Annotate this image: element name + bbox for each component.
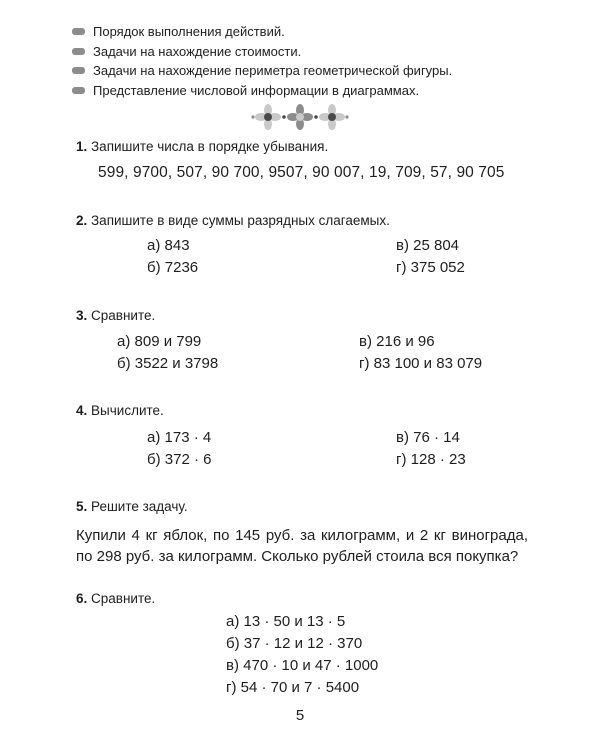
task-3-item-a: а) 809 и 799 bbox=[117, 333, 202, 350]
topic-item bbox=[72, 81, 452, 101]
task-3-item-d: г) 83 100 и 83 079 bbox=[359, 355, 483, 372]
task-title: Вычислите. bbox=[91, 403, 164, 418]
bullet-marker-icon bbox=[72, 28, 85, 35]
decorative-ornament-icon bbox=[251, 102, 349, 132]
task-number: 5. bbox=[76, 499, 88, 514]
topic-item bbox=[72, 61, 452, 81]
task-6-item-c: в) 470 · 10 и 47 · 1000 bbox=[226, 657, 379, 674]
task-1-heading bbox=[76, 139, 328, 154]
task-4-item-b: б) 372 · 6 bbox=[147, 451, 212, 468]
task-number: 2. bbox=[76, 213, 88, 228]
task-6-item-b: б) 37 · 12 и 12 · 370 bbox=[226, 635, 363, 652]
task-number: 4. bbox=[76, 403, 88, 418]
task-4-item-c: в) 76 · 14 bbox=[396, 429, 460, 446]
task-2-item-c: в) 25 804 bbox=[396, 237, 460, 254]
task-title: Сравните. bbox=[91, 591, 156, 606]
topic-text: Задачи на нахождение стоимости. bbox=[93, 43, 302, 59]
task-2-heading bbox=[76, 213, 390, 228]
task-6-item-d: г) 54 · 70 и 7 · 5400 bbox=[226, 679, 360, 696]
task-6-item-a: а) 13 · 50 и 13 · 5 bbox=[226, 613, 346, 630]
bullet-marker-icon bbox=[72, 48, 85, 55]
task-3-item-c: в) 216 и 96 bbox=[359, 333, 435, 350]
topic-text: Задачи на нахождение периметра геометрической фигуры. bbox=[93, 63, 453, 79]
page-number: 5 bbox=[295, 707, 305, 724]
topic-item bbox=[72, 22, 452, 42]
task-3-item-b: б) 3522 и 3798 bbox=[117, 355, 219, 372]
task-2-item-b: б) 7236 bbox=[147, 259, 199, 276]
topic-text: Порядок выполнения действий. bbox=[93, 24, 285, 40]
task-number: 1. bbox=[76, 139, 88, 154]
topic-list bbox=[72, 22, 452, 100]
task-title: Запишите в виде суммы разрядных слагаемых. bbox=[91, 213, 390, 228]
task-title: Решите задачу. bbox=[91, 499, 188, 514]
task-title: Сравните. bbox=[91, 308, 156, 323]
task-5-heading bbox=[76, 499, 188, 514]
task-6-heading bbox=[76, 591, 155, 606]
task-3-heading bbox=[76, 308, 155, 323]
task-4-item-d: г) 128 · 23 bbox=[396, 451, 466, 468]
topic-text: Представление числовой информации в диаграммах. bbox=[93, 82, 420, 98]
task-number: 6. bbox=[76, 591, 88, 606]
task-number: 3. bbox=[76, 308, 88, 323]
bullet-marker-icon bbox=[72, 87, 85, 94]
bullet-marker-icon bbox=[72, 67, 85, 74]
task-2-item-d: г) 375 052 bbox=[396, 259, 465, 276]
task-2-item-a: а) 843 bbox=[147, 237, 190, 254]
task-4-item-a: а) 173 · 4 bbox=[147, 429, 212, 446]
task-4-heading bbox=[76, 403, 164, 418]
task-1-numbers: 599, 9700, 507, 90 700, 9507, 90 007, 19, 709, 57, 90 705 bbox=[98, 164, 505, 181]
task-title: Запишите числа в порядке убывания. bbox=[91, 139, 329, 154]
topic-item bbox=[72, 42, 452, 62]
task-5-problem-text: Купили 4 кг яблок, по 145 руб. за килограмм, и 2 кг винограда, по 298 руб. за килограмм. Сколько рублей стоила вся покупка? bbox=[76, 527, 528, 565]
